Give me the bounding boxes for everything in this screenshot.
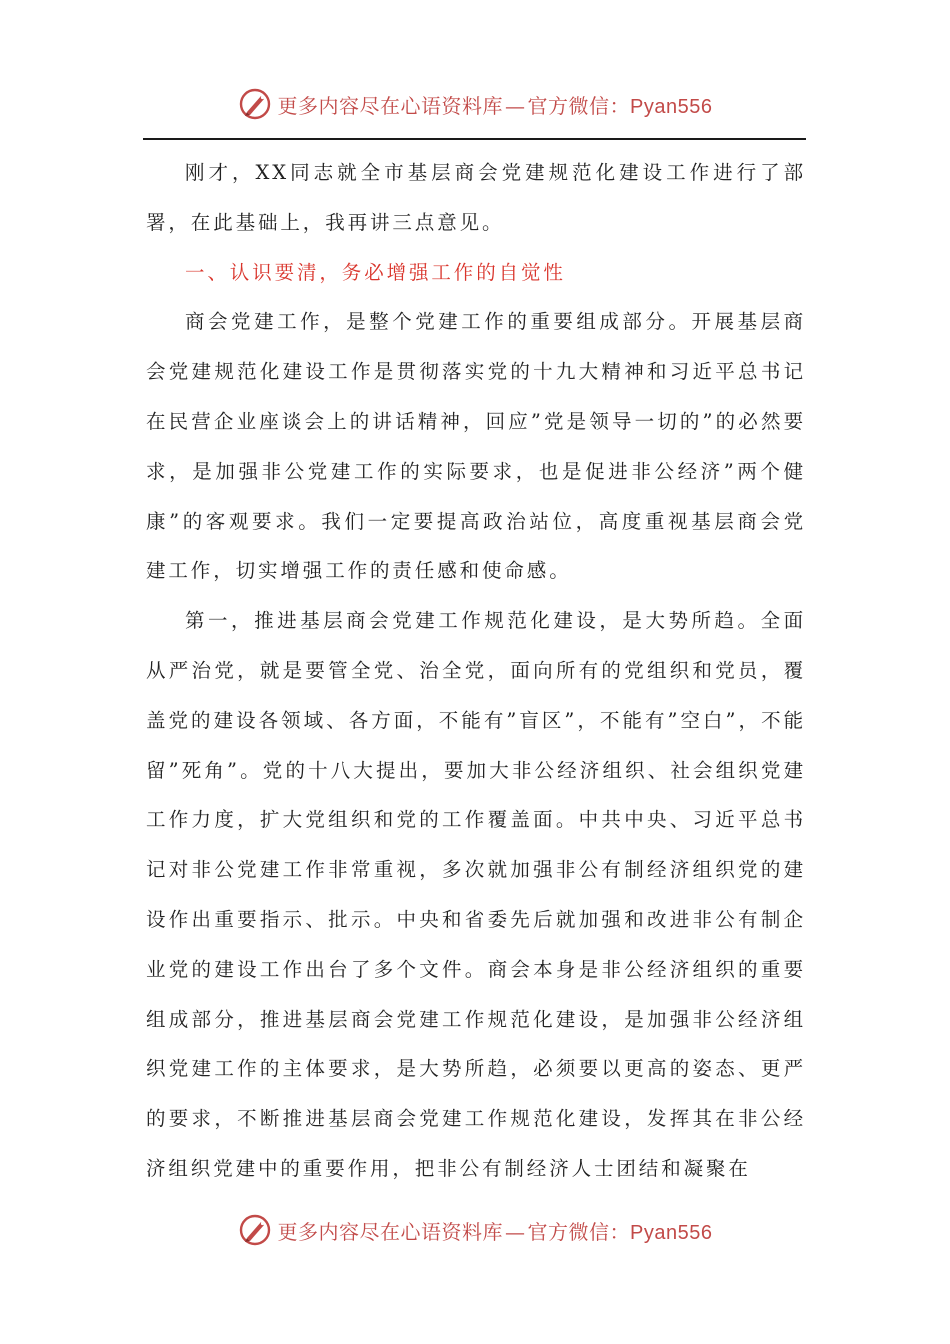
- footer-banner-wechat-id: Pyan556: [630, 1221, 713, 1244]
- footer-banner-text: [278, 1216, 713, 1245]
- section-heading: 一、认识要清，务必增强工作的自觉性: [185, 260, 566, 284]
- header-banner-wechat-label: 官方微信：: [527, 93, 631, 118]
- pen-logo-icon: [238, 1213, 272, 1247]
- header-banner-text: [278, 90, 713, 119]
- header-banner-separator: —: [505, 93, 526, 118]
- footer-banner-title: 更多内容尽在心语资料库: [277, 1219, 504, 1244]
- header-banner-title: 更多内容尽在心语资料库: [277, 93, 504, 118]
- paragraph-body: 第一，推进基层商会党建工作规范化建设，是大势所趋。全面从严治党，就是要管全党、治全党，面向所有的党组织和党员，覆盖党的建设各领域、各方面，不能有”盲区”，不能有”空白”，不能留”死角”。党的十八大提出，要加大非公经济组织、社会组织党建工作力度，扩大党组织和党的工作覆盖面。中共中央、习近平总书记对非公党建工作非常重视，多次就加强非公有制经济组织党的建设作出重要指示、批示。中央和省委先后就加强和改进非公有制企业党的建设工作出台了多个文件。商会本身是非公经济组织的重要组成部分，推进基层商会党建工作规范化建设，是加强非公经济组织党建工作的主体要求，是大势所趋，必须要以更高的姿态、更严的要求，不断推进基层商会党建工作规范化建设，发挥其在非公经济组织党建中的重要作用，把非公有制经济人士团结和凝聚在: [146, 609, 806, 1180]
- header-banner-wechat-id: Pyan556: [630, 95, 713, 118]
- paragraph-intro: 刚才，XX同志就全市基层商会党建规范化建设工作进行了部署，在此基础上，我再讲三点意见。: [146, 161, 806, 234]
- footer-banner-wechat-label: 官方微信：: [527, 1219, 631, 1244]
- document-body: [146, 148, 806, 1194]
- pen-logo-icon: [238, 87, 272, 121]
- footer-banner: [0, 1210, 950, 1250]
- footer-banner-separator: —: [505, 1219, 526, 1244]
- header-banner: [0, 84, 950, 124]
- paragraph-body: 商会党建工作，是整个党建工作的重要组成部分。开展基层商会党建规范化建设工作是贯彻落实党的十九大精神和习近平总书记在民营企业座谈会上的讲话精神，回应”党是领导一切的”的必然要求，是加强非公党建工作的实际要求，也是促进非公经济”两个健康”的客观要求。我们一定要提高政治站位，高度重视基层商会党建工作，切实增强工作的责任感和使命感。: [146, 310, 806, 583]
- header-divider: [143, 138, 806, 140]
